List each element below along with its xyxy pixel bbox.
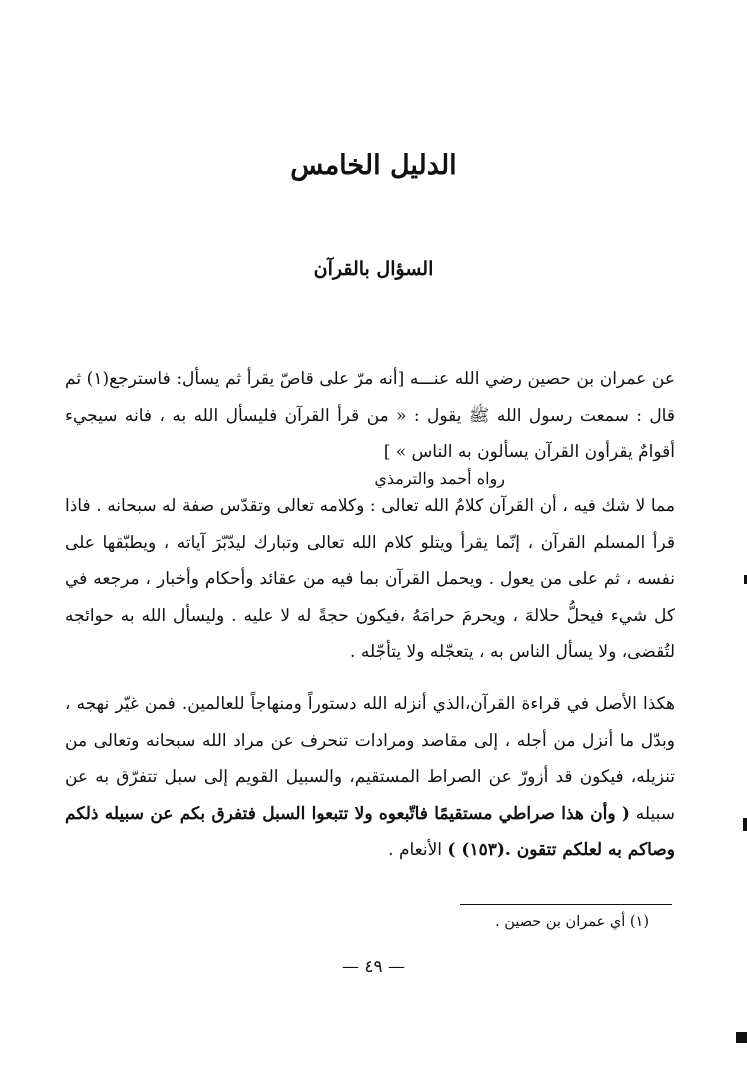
quran-verse: ( وأن هذا صراطي مستقيمًا فاتّبعوه ولا تتبعوا السبل فتفرق بكم عن سبيله ذلكم وصاكم به لعلكم تتقون .(١٥٣) ): [65, 803, 675, 860]
paragraph-2-text: هكذا الأصل في قراءة القرآن،الذي أنزله الله دستوراً ومنهاجاً للعالمين. فمن غيّر نهجه ، وبدّل ما أنزل من أجله ، إلى مقاصد ومرادات تنحرف عن مراد الله سبحانه وتعالى من تنزيله، فيكون قد أزورّ عن الصراط المستقيم، والسبيل القويم إلى سبل تتفرّق به عن سبيله: [65, 694, 676, 824]
chapter-title: الدليل الخامس: [290, 150, 457, 181]
section-subtitle: السؤال بالقرآن: [313, 258, 434, 280]
hadith-text: عن عمران بن حصين رضي الله عنـــه [أنه مرّ على قاصّ يقرأ ثم يسأل: فاسترجع(١) ثم قال : سمعت رسول الله ﷺ يقول : « من قرأ القرآن فليسأل الله به ، فانه سيجيء أقوامٌ يقرأون القرآن يسألون به الناس » ]: [65, 369, 675, 462]
hadith-attribution: رواه أحمد والترمذي: [374, 469, 505, 488]
footnote: (١) أي عمران بن حصين .: [495, 914, 649, 930]
scan-artifact: [743, 818, 747, 831]
page-number: — ٤٩ —: [341, 957, 406, 977]
body-paragraph-1: مما لا شك فيه ، أن القرآن كلامُ الله تعالى : وكلامه تعالى وتقدّس صفة له سبحانه . فاذا قرأ المسلم القرآن ، إنّما يقرأ ويتلو كلام الله تعالى وتبارك ليدّبّرَ آياته ، ويطبّقها على نفسه ، ثم على من يعول . ويحمل القرآن بما فيه من عقائد وأحكام وأخبار ، مرجعه في كل شيء فيحلُّ حلالهَ ، ويحرمَ حرامَهُ ،فيكون حجةً له لا عليه . وليسأل الله به حوائجه لتُقضى، ولا يسأل الناس به ، يتعجّله ولا يتأجّله .: [65, 496, 675, 662]
footnote-divider: [460, 904, 672, 905]
surah-name: الأنعام .: [388, 840, 443, 860]
scan-artifact: [736, 1032, 747, 1043]
body-paragraph-2: [65, 686, 675, 869]
